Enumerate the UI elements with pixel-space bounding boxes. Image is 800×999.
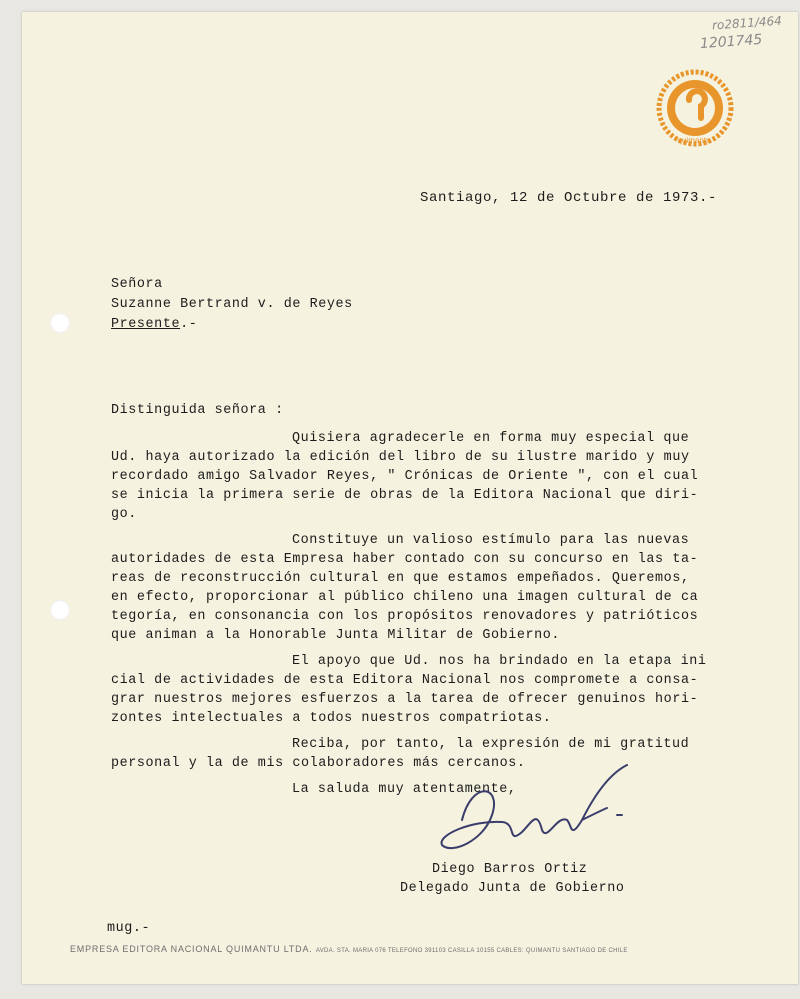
closing: La saluda muy atentamente,: [292, 782, 517, 797]
recipient-title: Señora: [111, 277, 163, 292]
body-line: personal y la de mis colaboradores más cercanos.: [111, 756, 526, 771]
body-line: reas de reconstrucción cultural en que estamos empeñados. Queremos,: [111, 571, 690, 586]
body-line: recordado amigo Salvador Reyes, " Crónicas de Oriente ", con el cual: [111, 469, 699, 484]
presente-suffix: .-: [180, 317, 198, 332]
body-line: en efecto, proporcionar al público chileno una imagen cultural de ca: [111, 590, 699, 605]
letter-date: Santiago, 12 de Octubre de 1973.-: [420, 190, 718, 206]
recipient-name: Suzanne Bertrand v. de Reyes: [111, 297, 353, 312]
body-line: Reciba, por tanto, la expresión de mi gratitud: [292, 737, 690, 752]
presente-word: Presente: [111, 317, 181, 332]
body-line: tegoría, en consonancia con los propósitos renovadores y patrióticos: [111, 609, 699, 624]
footer-address: AVDA. STA. MARIA 076 TELEFONO 391103 CASILLA 10155 CABLES: QUIMANTU SANTIAGO DE CHILE: [315, 948, 628, 954]
body-line: El apoyo que Ud. nos ha brindado en la etapa ini: [292, 654, 707, 669]
body-line: Quisiera agradecerle en forma muy especial que: [292, 431, 690, 446]
body-line: cial de actividades de esta Editora Nacional nos compromete a consa-: [111, 673, 699, 688]
body-line: se inicia la primera serie de obras de la Editora Nacional que diri-: [111, 488, 699, 503]
handwritten-signature-icon: [432, 760, 652, 870]
punch-hole: [50, 600, 70, 620]
body-line: Ud. haya autorizado la edición del libro de su ilustre marido y muy: [111, 450, 690, 465]
body-line: grar nuestros mejores esfuerzos a la tarea de ofrecer genuinos hori-: [111, 692, 699, 707]
body-line: que animan a la Honorable Junta Militar de Gobierno.: [111, 628, 561, 643]
signatory-name: Diego Barros Ortiz: [432, 862, 588, 877]
punch-hole: [50, 313, 70, 333]
body-line: autoridades de esta Empresa haber contado con su concurso en las ta-: [111, 552, 699, 567]
signatory-role: Delegado Junta de Gobierno: [400, 881, 625, 896]
typist-initials: mug.-: [107, 921, 151, 936]
footer: [70, 944, 628, 954]
body-line: go.: [111, 507, 137, 522]
body-line: zontes intelectuales a todos nuestros compatriotas.: [111, 711, 552, 726]
archive-code: ro2811/464: [711, 13, 783, 33]
logo-name: quimantu: [677, 136, 711, 145]
footer-company: EMPRESA EDITORA NACIONAL QUIMANTU LTDA.: [70, 944, 313, 954]
recipient-presente: [111, 317, 197, 332]
salutation: Distinguida señora :: [111, 403, 284, 418]
archive-code: 1201745: [699, 31, 763, 53]
body-line: Constituye un valioso estímulo para las nuevas: [292, 533, 690, 548]
